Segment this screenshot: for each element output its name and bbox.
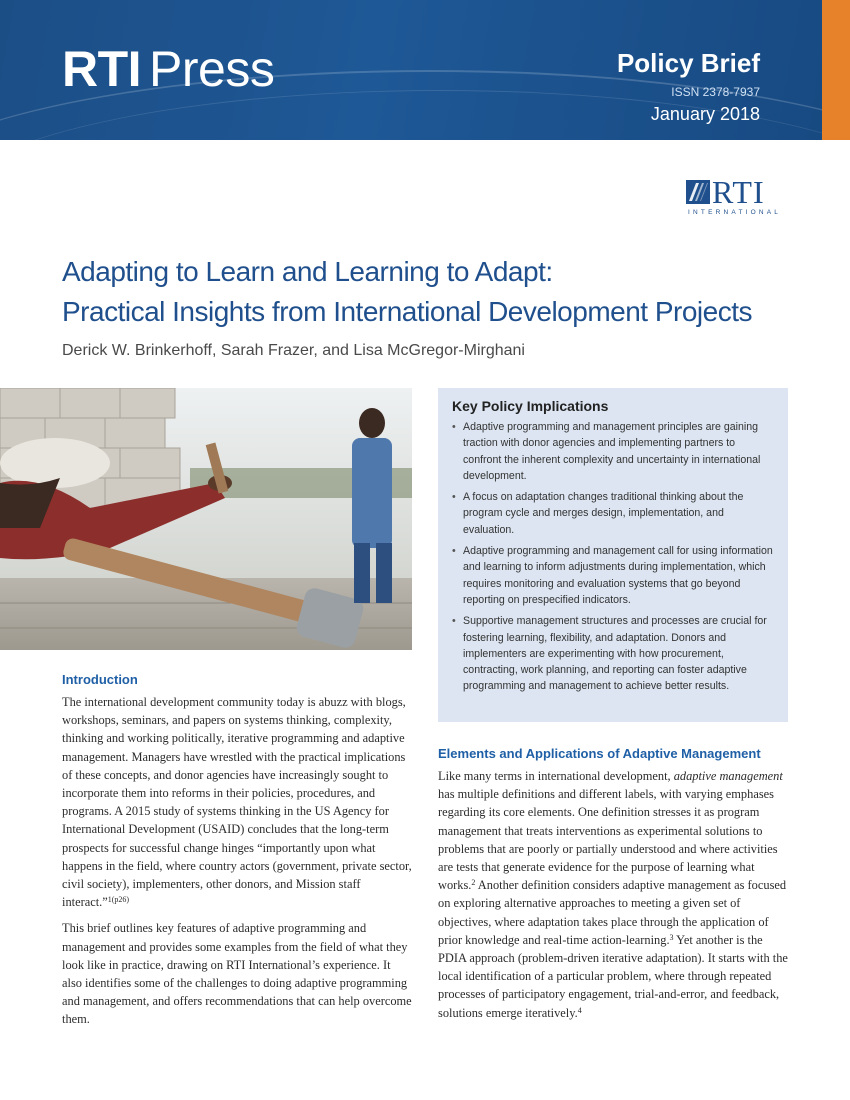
- introduction-heading: Introduction: [62, 672, 138, 687]
- citation-ref: 4: [577, 1005, 582, 1015]
- bullet-icon: •: [452, 421, 456, 433]
- list-item: • Supportive management structures and processes are crucial for fostering learning, flexibility, and adaptation. Donors and implementers are experimenting with how procurement, contracting, work planning, and reporting can foster adaptive programming and management to achieve better results.: [452, 615, 767, 693]
- rti-subtitle: INTERNATIONAL: [688, 209, 782, 216]
- elements-body: [438, 767, 790, 1030]
- bullet-icon: •: [452, 615, 456, 628]
- elements-paragraph: Like many terms in international development, adaptive management has multiple definitions and different labels, with varying emphases regarding its core elements. One definition stresses it as program management that treats interventions as experimental solutions to problems that are poorly or partially understood and where activities are tests that generate evidence for the purpose of learning what works.$^2$ Another definition considers adaptive management as focused on exploring alternative approaches to meeting a given set of objectives, where adaptation takes place through the application of prior knowledge and real-time action-learning.$^3$ Yet another is the PDIA approach (problem-driven iterative adaptation). It starts with the local identification of a particular problem, where through repeated processes of participatory engagement, trial-and-error, and feedback, solutions emerge iteratively.$^4$: [438, 769, 788, 1020]
- construction-photo: [0, 388, 412, 650]
- key-policy-list: [452, 419, 774, 695]
- list-item: • Adaptive programming and management principles are gaining traction with donor agencies and implementing partners to confront the inherent complexity and uncertainty in international development.: [452, 421, 761, 482]
- introduction-body: [62, 693, 412, 1037]
- introduction-paragraph-1: The international development community today is abuzz with blogs, workshops, seminars, and papers on systems thinking, complexity, thinking and working politically, iterative programming and adaptive management. Managers have wrestled with the practical implications of these concepts, and donor agencies have increasingly sought to incorporate them into reforms in their policies, procedures, and programs. A 2015 study of systems thinking in the US Agency for International Development (USAID) concludes that the long-term prospects for successful change hinges “importantly upon what happens in the field, where country actors (government, private sector, civil society), implementers, other donors, and Mission staff interact.”$^{1(p26)}$: [62, 695, 412, 910]
- construction-photo-icon: [0, 388, 412, 650]
- bullet-icon: •: [452, 491, 456, 504]
- citation-ref: 1(p26): [107, 895, 130, 905]
- introduction-paragraph-2: This brief outlines key features of adaptive programming and management and provides some examples from the field of what they look like in practice, drawing on RTI International’s experience. It also identifies some of the challenges to doing adaptive programming and management, and offers recommendations that can help overcome them.: [62, 921, 412, 1027]
- list-item: • Adaptive programming and management call for using information and learning to inform adjustments during implementation, which requires monitoring and evaluation systems that go beyond reporting on prespecified indicators.: [452, 545, 773, 606]
- rti-press-logo: RTI Press: [62, 41, 275, 97]
- key-policy-heading: Key Policy Implications: [452, 398, 609, 414]
- brief-type: Policy Brief: [616, 48, 760, 78]
- citation-ref: 3: [669, 932, 674, 942]
- elements-heading: Elements and Applications of Adaptive Management: [438, 746, 761, 761]
- rti-international-logo: [686, 174, 790, 220]
- citation-ref: 2: [471, 878, 476, 888]
- header-banner: [0, 0, 822, 140]
- title-line-1: Adapting to Learn and Learning to Adapt:: [62, 256, 553, 287]
- authors: Derick W. Brinkerhoff, Sarah Frazer, and Lisa McGregor-Mirghani: [62, 342, 525, 359]
- rti-letters: RTI: [712, 174, 765, 210]
- issn: ISSN 2378-7937: [671, 85, 760, 99]
- bullet-icon: •: [452, 545, 456, 558]
- page-title: [62, 252, 802, 332]
- key-policy-implications-box: [438, 388, 788, 722]
- accent-bar: [822, 0, 850, 140]
- list-item: • A focus on adaptation changes traditional thinking about the program cycle and merges design, implementation, and evaluation.: [452, 491, 744, 536]
- rti-mark-icon: [686, 180, 710, 204]
- publication-date: January 2018: [650, 104, 760, 124]
- title-line-2: Practical Insights from International Development Projects: [62, 296, 752, 327]
